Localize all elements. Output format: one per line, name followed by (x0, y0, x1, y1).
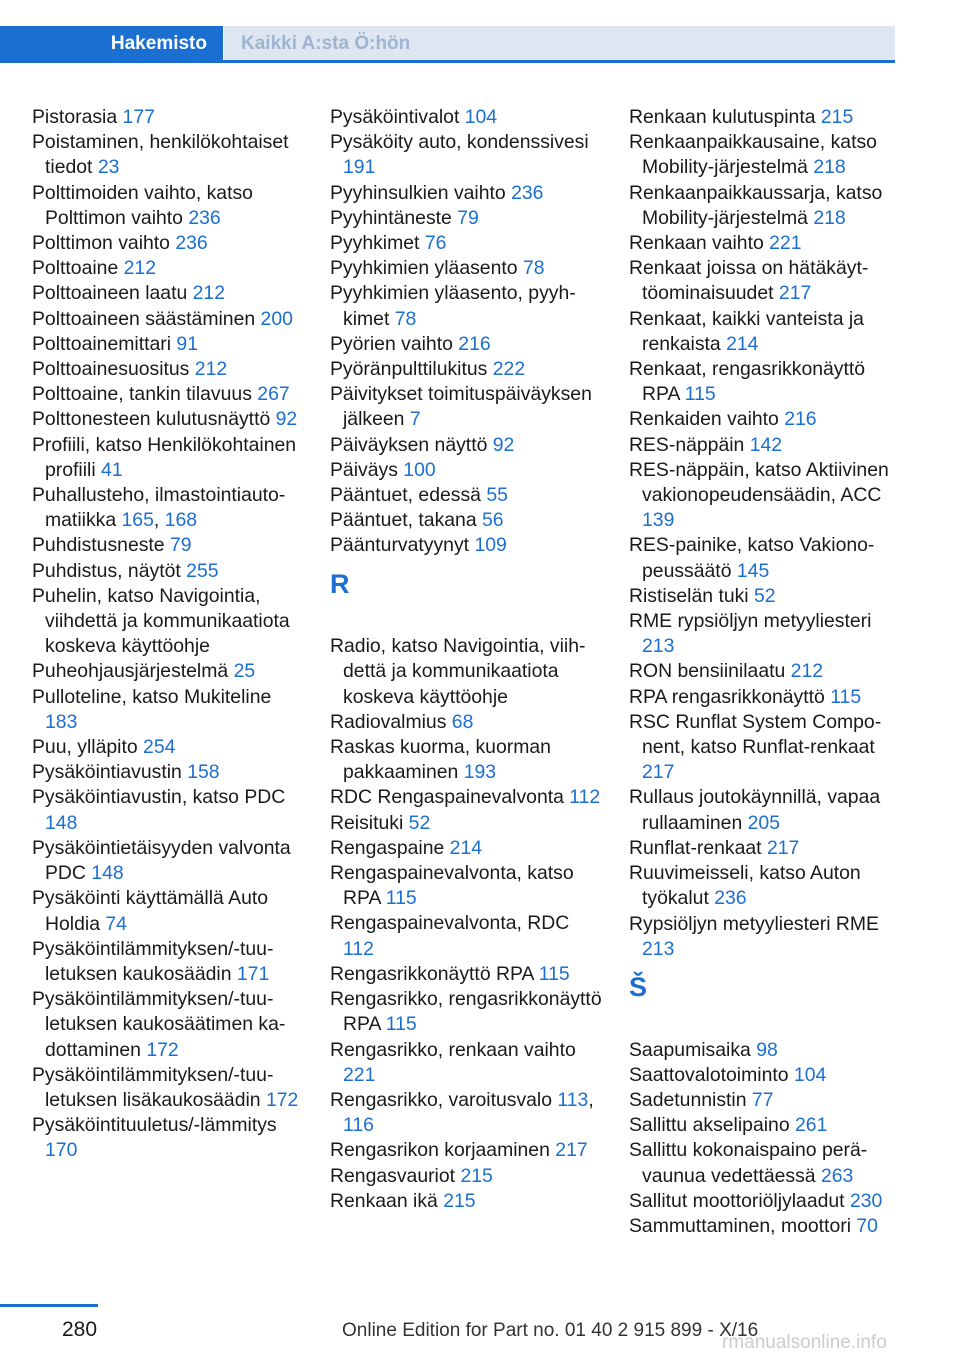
page-ref-link[interactable]: 112 (343, 937, 374, 960)
page-ref-link[interactable]: 168 (164, 509, 198, 532)
index-term: Päiväyksen näyttö (330, 433, 488, 456)
index-term: Renkaanpaikkaussarja, katso Mobility-järjestelmä (629, 181, 883, 229)
page-ref-link[interactable]: 215 (443, 1189, 476, 1212)
index-entry (629, 1088, 899, 1113)
index-entry (629, 710, 899, 786)
index-term: Pistorasia (32, 106, 118, 128)
index-entry (330, 433, 602, 458)
page-ref-link[interactable]: 76 (424, 232, 447, 255)
index-term: Ruuvimeisseli, katso Auton työkalut (629, 862, 861, 910)
index-column-3 (629, 105, 899, 1239)
index-term: Polttimon vaihto (32, 232, 170, 255)
page-ref-link[interactable]: 92 (275, 408, 298, 431)
page-ref-link[interactable]: 68 (451, 710, 474, 733)
index-entry (330, 231, 602, 256)
index-term: Pysäköity auto, kondenssivesi (330, 131, 589, 154)
index-entry (330, 130, 602, 180)
index-entry: Puhallusteho, ilmastointiautomatiikka 165, 168 (32, 484, 286, 532)
page-ref-link[interactable]: 115 (538, 962, 570, 985)
index-entry (629, 433, 899, 458)
index-term: Sallittu akselipaino (629, 1114, 790, 1137)
index-term: Sadetunnistin (629, 1088, 747, 1111)
page-ref-link[interactable]: 213 (642, 635, 675, 658)
page-ref-link[interactable]: 218 (813, 156, 846, 179)
page-ref-link[interactable]: 109 (474, 534, 507, 557)
page-ref-link[interactable]: 77 (751, 1088, 774, 1111)
page-ref-link[interactable]: 191 (343, 156, 376, 179)
page-ref-link[interactable]: 218 (813, 206, 846, 229)
page-ref-link[interactable]: 221 (343, 1063, 376, 1086)
index-term: Rengaspainevalvonta, RDC (330, 912, 570, 935)
page-ref-link[interactable]: 115 (385, 887, 417, 910)
index-term: Puhdistus, näytöt (32, 559, 181, 582)
page-ref-link[interactable]: 200 (260, 307, 293, 330)
index-term: Renkaan ikä (330, 1189, 438, 1212)
page-ref-link[interactable]: 212 (192, 282, 225, 305)
index-entry (330, 332, 602, 357)
page-ref-link[interactable]: 261 (795, 1114, 828, 1137)
index-entry (629, 357, 899, 407)
index-term: Puheohjausjärjestelmä (32, 660, 229, 683)
index-term: Polttoaine, tankin tilavuus (32, 383, 252, 406)
index-entry (330, 811, 602, 836)
index-entry (330, 1138, 602, 1163)
index-term: Päänturvatyynyt (330, 534, 470, 557)
page-ref-link[interactable]: 217 (766, 836, 800, 859)
index-term: Radiovalmius (330, 710, 447, 733)
index-term: Renkaat, kaikki vanteista ja renkaista (629, 307, 864, 355)
index-term: Pyörien vaihto (330, 332, 453, 355)
page-ref-link[interactable]: 23 (97, 156, 120, 179)
index-entry (629, 659, 899, 684)
index-entry (32, 181, 304, 231)
page-ref-link[interactable]: 55 (486, 484, 508, 507)
index-term: Rengaspaine (330, 836, 445, 859)
watermark: rmanualsonline.info (722, 1332, 887, 1353)
index-term: Päivitykset toimituspäiväyksen jälkeen (330, 383, 592, 431)
index-column-1 (32, 105, 304, 1164)
page-ref-link[interactable]: 70 (856, 1214, 878, 1237)
index-term: Pysäköintiavustin, katso PDC (32, 786, 286, 809)
index-term: Runflat-renkaat (629, 836, 762, 859)
index-entry (32, 559, 304, 584)
index-term: Polttoainesuositus (32, 358, 190, 381)
index-term: Rengasrikon korjaaminen (330, 1139, 550, 1162)
index-entry (32, 407, 304, 432)
index-term: Pyyhkimien yläasento (330, 257, 518, 280)
index-term: Profiili, katso Henkilökohtainen profiili (32, 433, 297, 481)
page-ref-link[interactable]: 221 (769, 232, 802, 255)
index-term: Pulloteline, katso Mukiteline (32, 685, 272, 708)
page-ref-link[interactable]: 79 (457, 206, 479, 229)
index-entry (330, 281, 602, 331)
header-divider (0, 60, 895, 63)
index-entry (629, 1138, 899, 1188)
index-term: Polttoaineen säästäminen (32, 307, 256, 330)
page-ref-link[interactable]: 183 (45, 710, 78, 733)
section-letter: Š (629, 971, 648, 1002)
page-ref-link[interactable]: 104 (793, 1063, 827, 1086)
index-term: Pysäköintietäisyyden valvonta PDC (32, 836, 291, 885)
index-term: Pysäköintilämmityksen/-tuuletuksen kaukosäädin (32, 937, 274, 985)
page-ref-link[interactable]: 215 (460, 1164, 493, 1187)
page-ref-link[interactable]: 7 (409, 408, 421, 431)
index-entry (330, 987, 602, 1037)
page-ref-link[interactable]: 98 (756, 1038, 778, 1061)
page-ref-link[interactable]: 79 (169, 534, 192, 557)
index-term: Pysäköintilämmityksen/-tuuletuksen kaukosäätimen kadottaminen (32, 988, 286, 1061)
index-term: Pääntuet, edessä (330, 484, 481, 507)
index-entry (32, 433, 304, 483)
index-term: Rengasrikko, renkaan vaihto (330, 1038, 576, 1061)
index-term: Pyyhkimien yläasento, pyyhkimet (330, 282, 576, 330)
index-term: Pääntuet, takana (330, 509, 477, 532)
page-ref-link[interactable]: 230 (849, 1189, 883, 1212)
index-term: Rengaspainevalvonta, katso RPA (330, 862, 574, 910)
index-entry (330, 357, 602, 382)
index-term: Puu, ylläpito (32, 736, 138, 759)
page-ref-link[interactable]: 145 (736, 559, 770, 582)
page-ref-link[interactable]: 236 (511, 181, 544, 204)
index-term: Polttoaine (32, 257, 119, 280)
index-entry (32, 1063, 304, 1113)
index-entry (629, 407, 899, 432)
index-term: Polttoaineen laatu (32, 282, 188, 305)
index-entry (629, 609, 899, 659)
tab-kaikki-a-o[interactable]: Kaikki A:sta Ö:hön (224, 26, 895, 62)
index-term: Puhdistusneste (32, 534, 165, 557)
page-number: 280 (62, 1318, 98, 1341)
page-ref-link[interactable]: 236 (188, 206, 221, 229)
page-ref-link[interactable]: 213 (642, 937, 675, 960)
index-entry (629, 533, 899, 583)
index-entry (330, 1164, 602, 1189)
index-entry (32, 987, 304, 1063)
page-ref-link[interactable]: 115 (684, 383, 716, 406)
index-term: Rengasrikko, rengasrikkonäyttö RPA (330, 988, 602, 1036)
index-entry (330, 458, 602, 483)
index-term: RES-painike, katso Vakionopeussäätö (629, 534, 875, 582)
index-entry (330, 382, 602, 432)
index-term: Pyyhintäneste (330, 206, 452, 229)
index-entry (32, 659, 304, 684)
index-entry (32, 533, 304, 558)
index-entry (330, 634, 602, 710)
index-term: Renkaan kulutuspinta (629, 106, 816, 128)
index-entry (629, 836, 899, 861)
index-term: Saattovalotoiminto (629, 1063, 789, 1086)
index-entry (32, 584, 304, 660)
page-ref-link[interactable]: 212 (194, 358, 228, 381)
page-ref-link[interactable]: 113 (557, 1088, 589, 1111)
index-term: Puhallusteho, ilmastointiautomatiikka (32, 484, 286, 532)
index-entry (330, 861, 602, 911)
index-entry (629, 181, 899, 231)
page-ref-link[interactable]: 212 (123, 257, 156, 280)
footer-divider (0, 1304, 98, 1307)
index-entry (629, 458, 899, 534)
edition-note: Online Edition for Part no. 01 40 2 915 899 - X/16 (342, 1320, 759, 1341)
index-term: Pysäköintituuletus/-lämmitys (32, 1114, 277, 1137)
index-term: Renkaiden vaihto (629, 408, 779, 431)
index-entry (32, 382, 304, 407)
index-entry (629, 1038, 899, 1063)
page-ref-link[interactable]: 267 (257, 383, 290, 406)
page-ref-link[interactable]: 212 (790, 660, 824, 683)
page-ref-link[interactable]: 148 (91, 862, 124, 885)
index-term: Polttimoiden vaihto, katso Polttimon vaihto (32, 181, 253, 229)
index-term: Renkaan vaihto (629, 232, 764, 255)
index-entry (32, 937, 304, 987)
index-entry (330, 533, 602, 558)
page-ref-link[interactable]: 172 (265, 1088, 299, 1111)
page-ref-link[interactable]: 158 (187, 761, 220, 784)
page-ref-link[interactable]: 236 (175, 232, 208, 255)
index-entry (32, 1113, 304, 1163)
index-entry (32, 307, 304, 332)
index-entry (629, 861, 899, 911)
index-term: Ristiselän tuki (629, 584, 749, 607)
index-term: Radio, katso Navigointia, viihdettä ja kommunikaatiota koskeva käyttöohje (330, 635, 586, 708)
index-entry (629, 130, 899, 180)
index-term: Pyyhkimet (330, 232, 420, 255)
page-ref-link[interactable]: 52 (754, 584, 776, 607)
index-entry (32, 281, 304, 306)
index-entry (629, 231, 899, 256)
index-term: Pysäköintilämmityksen/-tuuletuksen lisäkaukosäädin (32, 1063, 274, 1111)
index-term: RPA rengasrikkonäyttö (629, 685, 825, 708)
page-ref-link[interactable]: 215 (820, 106, 854, 128)
page-ref-link[interactable]: 92 (492, 433, 515, 456)
index-term: Rypsiöljyn metyyliesteri RME (629, 912, 879, 935)
index-term: Saapumisaika (629, 1038, 751, 1061)
index-term: Rengasvauriot (330, 1164, 456, 1187)
index-entry (32, 785, 304, 835)
page-ref-link[interactable]: 222 (492, 358, 526, 381)
page-ref-link[interactable]: 193 (463, 761, 497, 784)
index-entry (32, 886, 304, 936)
section-letter: R (330, 568, 350, 599)
tab-hakemisto[interactable]: Hakemisto (0, 26, 223, 62)
index-term: Sammuttaminen, moottori (629, 1214, 851, 1237)
index-term: Rullaus joutokäynnillä, vapaa rullaaminen (629, 786, 881, 834)
page-ref-link[interactable]: 100 (403, 458, 436, 481)
index-entry: Rengasrikko, varoitusvalo 113, 116 (330, 1088, 594, 1137)
index-term: Polttonesteen kulutusnäyttö (32, 408, 271, 431)
index-term: Renkaanpaikkausaine, katso Mobility-järjestelmä (629, 131, 877, 179)
page-ref-link[interactable]: 217 (778, 282, 812, 305)
index-entry (330, 1189, 602, 1214)
page-ref-link[interactable]: 255 (186, 559, 219, 582)
index-entry (330, 962, 602, 987)
page-ref-link[interactable]: 116 (343, 1114, 374, 1137)
index-term: Sallittu kokonaispaino perävaunua vedettäessä (629, 1139, 868, 1187)
index-entry (629, 1214, 899, 1239)
index-term: RES-näppäin (629, 433, 745, 456)
index-entry (330, 181, 602, 206)
index-entry (32, 105, 304, 130)
index-term: Raskas kuorma, kuorman pakkaaminen (330, 736, 551, 784)
page-ref-link[interactable]: 74 (105, 912, 127, 935)
page-ref-link[interactable]: 115 (830, 685, 862, 708)
index-term: Pyöränpulttilukitus (330, 358, 488, 381)
index-entry (330, 836, 602, 861)
index-term: Pysäköinti käyttämällä Auto Holdia (32, 887, 269, 935)
index-entry (32, 735, 304, 760)
page-ref-link[interactable]: 41 (101, 458, 123, 481)
index-entry (330, 483, 602, 508)
page-ref-link[interactable]: 78 (522, 257, 545, 280)
page-ref-link[interactable]: 217 (642, 761, 675, 784)
index-entry (32, 231, 304, 256)
page-ref-link[interactable]: 171 (236, 962, 270, 985)
index-entry (629, 1189, 899, 1214)
page-ref-link[interactable]: 139 (642, 509, 675, 532)
index-term: Renkaat joissa on hätäkäyttöominaisuudet (629, 257, 869, 305)
index-entry (330, 785, 602, 810)
index-term: Rengasrikko, varoitusvalo (330, 1088, 553, 1111)
page-ref-link[interactable]: 115 (385, 1013, 417, 1036)
index-entry (629, 685, 899, 710)
index-entry (629, 912, 899, 962)
index-entry (32, 357, 304, 382)
index-entry (32, 256, 304, 281)
index-term: RME rypsiöljyn metyyliesteri (629, 610, 872, 633)
page-ref-link[interactable]: 214 (449, 836, 483, 859)
index-entry (629, 1113, 899, 1138)
index-entry (330, 206, 602, 231)
index-term: Reisituki (330, 811, 404, 834)
index-term: Pysäköintiavustin (32, 761, 182, 784)
index-term: Renkaat, rengasrikkonäyttö RPA (629, 358, 866, 406)
page-ref-link[interactable]: 78 (394, 307, 417, 330)
page-ref-link[interactable]: 217 (555, 1139, 588, 1162)
index-term: Pysäköintivalot (330, 106, 460, 128)
index-term: RDC Rengaspainevalvonta (330, 786, 564, 809)
index-term: Puhelin, katso Navigointia, viihdettä ja kommunikaatiota koskeva käyttöohje (32, 584, 290, 658)
header-tabbar (0, 26, 895, 62)
index-entry (330, 508, 602, 533)
index-entry (330, 710, 602, 735)
index-entry (32, 760, 304, 785)
index-entry (629, 256, 899, 306)
page-ref-link[interactable]: 214 (726, 332, 759, 355)
page-ref-link[interactable]: 56 (482, 509, 504, 532)
index-term: Rengasrikkonäyttö RPA (330, 962, 534, 985)
index-entry (629, 785, 899, 835)
index-term: Sallitut moottoriöljylaadut (629, 1189, 845, 1212)
page-ref-link[interactable]: 25 (233, 660, 256, 683)
page-ref-link[interactable]: 254 (143, 736, 176, 759)
page-ref-link[interactable]: 216 (784, 408, 817, 431)
page-ref-link[interactable]: 205 (747, 811, 780, 834)
page-ref-link[interactable]: 172 (146, 1038, 179, 1061)
page-ref-link[interactable]: 236 (714, 887, 747, 910)
page-ref-link[interactable]: 142 (749, 433, 783, 456)
index-term: RSC Runflat System Component, katso Runflat-renkaat (629, 710, 882, 759)
index-entry (330, 1038, 602, 1088)
index-term: Päiväys (330, 458, 398, 481)
index-entry (32, 685, 304, 735)
index-term: Polttoainemittari (32, 332, 172, 355)
index-entry (32, 836, 304, 886)
page-ref-link[interactable]: 165 (121, 509, 154, 532)
page-ref-link[interactable]: 216 (458, 332, 491, 355)
page-ref-link[interactable]: 91 (176, 332, 198, 355)
index-column-2 (330, 105, 602, 1214)
page-ref-link[interactable]: 263 (820, 1164, 854, 1187)
index-term: Pyyhinsulkien vaihto (330, 181, 506, 204)
index-entry (330, 911, 602, 961)
index-entry (629, 1063, 899, 1088)
page-ref-link[interactable]: 104 (464, 106, 498, 128)
page-ref-link[interactable]: 170 (45, 1139, 78, 1162)
index-term: RON bensiinilaatu (629, 660, 786, 683)
index-term: RES-näppäin, katso Aktiivinen vakionopeudensäädin, ACC (629, 458, 889, 507)
index-entry (330, 105, 602, 130)
index-entry (32, 130, 304, 180)
page-ref-link[interactable]: 148 (45, 811, 78, 834)
index-term: Poistaminen, henkilökohtaiset tiedot (32, 131, 289, 179)
page-ref-link[interactable]: 112 (569, 786, 601, 809)
index-entry (629, 307, 899, 357)
index-entry (330, 735, 602, 785)
index-entry (32, 332, 304, 357)
index-entry (330, 256, 602, 281)
page-ref-link[interactable]: 52 (408, 811, 431, 834)
index-entry (629, 105, 899, 130)
page-ref-link[interactable]: 177 (122, 106, 155, 128)
index-entry (629, 584, 899, 609)
